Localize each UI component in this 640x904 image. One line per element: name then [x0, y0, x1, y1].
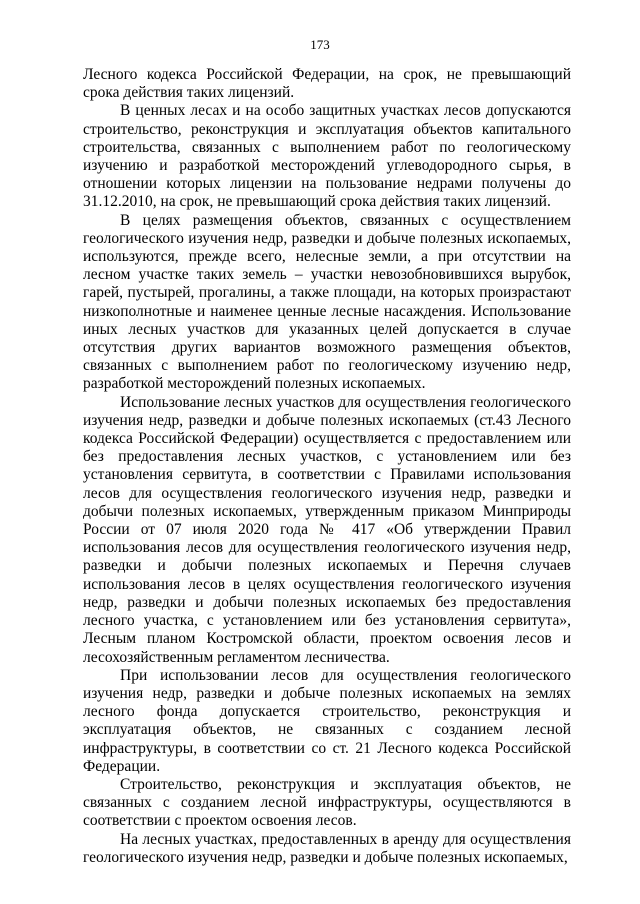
paragraph: На лесных участках, предоставленных в аренду для осуществления геологического изучения недр, разведки и добыче полезных ископаемых, — [83, 830, 571, 866]
paragraph: Использование лесных участков для осуществления геологического изучения недр, разведки и добыче полезных ископаемых (ст.43 Лесного кодекса Российской Федерации) осуществляется с предоставлением или без предоставления лесных участков, с установлением или без установления сервитута, в соответствии с Правилами использования лесов для осуществления геологического изучения недр, разведки и добычи полезных ископаемых, утвержденным приказом Минприроды России от 07 июля 2020 года № 417 «Об утверждении Правил использования лесов для осуществления геологического изучения недр, разведки и добычи полезных ископаемых и Перечня случаев использования лесов в целях осуществления геологического изучения недр, разведки и добычи полезных ископаемых без предоставления лесного участка, с установлением или без установления сервитута», Лесным планом Костромской области, проектом освоения лесов и лесохозяйственным регламентом лесничества. — [83, 393, 571, 666]
page-number: 173 — [310, 37, 330, 52]
paragraph: В целях размещения объектов, связанных с осуществлением геологического изучения недр, разведки и добыче полезных ископаемых, используются, прежде всего, нелесные земли, а при отсутствии на лесном участке таких земель – участки невозобновившихся вырубок, гарей, пустырей, прогалины, а также площади, на которых произрастают низкополнотные и наименее ценные лесные насаждения. Использование иных лесных участков для указанных целей допускается в случае отсутствия других вариантов возможного размещения объектов, связанных с выполнением работ по геологическому изучению недр, разработкой месторождений полезных ископаемых. — [83, 211, 571, 393]
paragraph: Лесного кодекса Российской Федерации, на срок, не превышающий срока действия таких лицензий. — [83, 66, 571, 102]
document-body — [83, 66, 571, 867]
paragraph: В ценных лесах и на особо защитных участках лесов допускаются строительство, реконструкция и эксплуатация объектов капитального строительства, связанных с выполнением работ по геологическому изучению и разработкой месторождений углеводородного сырья, в отношении которых лицензии на пользование недрами получены до 31.12.2010, на срок, не превышающий срока действия таких лицензий. — [83, 102, 571, 211]
paragraph: Строительство, реконструкция и эксплуатация объектов, не связанных с созданием лесной инфраструктуры, осуществляются в соответствии с проектом освоения лесов. — [83, 775, 571, 830]
paragraph: При использовании лесов для осуществления геологического изучения недр, разведки и добыче полезных ископаемых на землях лесного фонда допускается строительство, реконструкция и эксплуатация объектов, не связанных с созданием лесной инфраструктуры, в соответствии со ст. 21 Лесного кодекса Российской Федерации. — [83, 666, 571, 775]
